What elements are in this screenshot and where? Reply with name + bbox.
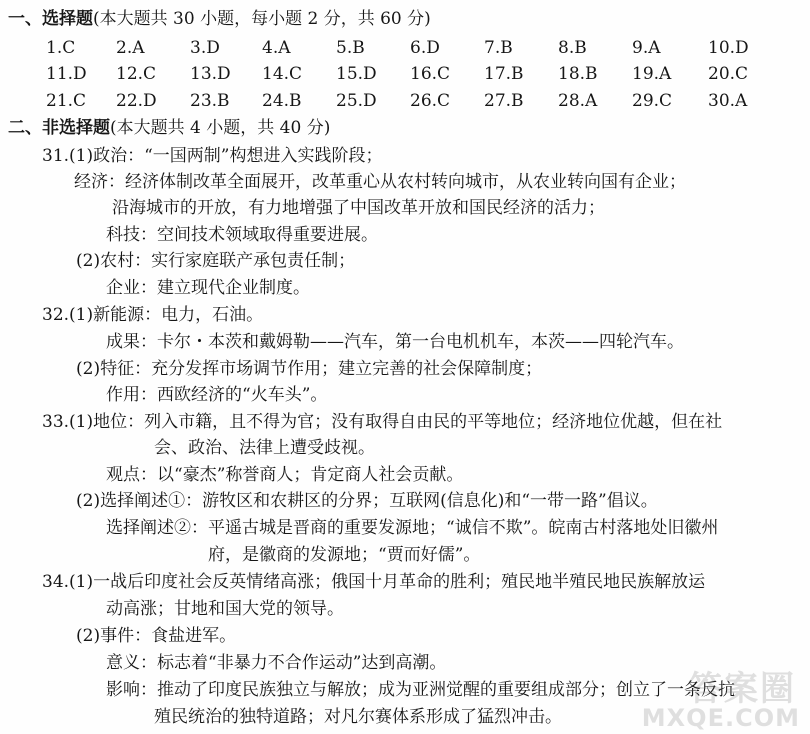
q33-part2-choice2: 选择阐述②：平遥古城是晋商的重要发源地；“诚信不欺”。皖南古村落地处旧徽州 (106, 518, 719, 538)
q34-part1-reasons-cont: 动高涨；甘地和国大党的领导。 (106, 599, 344, 619)
q31-part1-economy: 经济：经济体制改革全面展开，改革重心从农村转向城市，从农业转向国有企业； (74, 172, 686, 192)
answer-item: 5.B (336, 38, 365, 58)
answer-item: 3.D (190, 38, 220, 58)
q34-part2-significance: 意义：标志着“非暴力不合作运动”达到高潮。 (106, 653, 447, 673)
answer-item: 7.B (484, 38, 513, 58)
answer-item: 27.B (484, 91, 524, 111)
q33-part2-choice2-cont: 府，是徽商的发源地；“贾而好儒”。 (208, 545, 481, 565)
answer-item: 10.D (708, 38, 749, 58)
q32-part1-energy: 32.(1)新能源：电力，石油。 (42, 305, 264, 325)
q31-part1-economy-cont: 沿海城市的开放，有力地增强了中国改革开放和国民经济的活力； (112, 198, 605, 218)
q34-part2-influence-cont: 殖民统治的独特道路；对凡尔赛体系形成了猛烈冲击。 (154, 707, 562, 727)
answer-item: 13.D (190, 64, 231, 84)
q33-part1-viewpoint: 观点：以“豪杰”称誉商人；肯定商人社会贡献。 (106, 465, 464, 485)
answer-item: 19.A (632, 64, 672, 84)
q31-part1-tech: 科技：空间技术领域取得重要进展。 (106, 225, 378, 245)
section2-heading (8, 117, 330, 139)
section1-title: 一、选择题 (8, 9, 93, 29)
section1-note: (本大题共 30 小题，每小题 2 分，共 60 分) (93, 9, 431, 29)
answer-item: 14.C (262, 64, 303, 84)
answer-item: 28.A (558, 91, 598, 111)
answer-item: 15.D (336, 64, 377, 84)
answer-item: 17.B (484, 64, 524, 84)
answer-item: 22.D (116, 91, 157, 111)
answer-item: 4.A (262, 38, 291, 58)
answer-item: 20.C (708, 64, 749, 84)
answer-item: 12.C (116, 64, 157, 84)
q33-part1-status-cont: 会、政治、法律上遭受歧视。 (154, 438, 375, 458)
answer-item: 9.A (632, 38, 661, 58)
answer-item: 29.C (632, 91, 673, 111)
watermark-url: MXQE.COM (641, 704, 800, 732)
q32-part2-role: 作用：西欧经济的“火车头”。 (106, 385, 328, 405)
answer-item: 21.C (46, 91, 87, 111)
q33-part1-status: 33.(1)地位：列入市籍，且不得为官；没有取得自由民的平等地位；经济地位优越，但在社 (42, 412, 723, 432)
section1-heading (8, 8, 431, 30)
answer-item: 2.A (116, 38, 145, 58)
answer-item: 11.D (46, 64, 87, 84)
answer-item: 18.B (558, 64, 598, 84)
q32-part2-features: (2)特征：充分发挥市场调节作用；建立完善的社会保障制度； (76, 359, 543, 379)
answer-item: 26.C (410, 91, 451, 111)
answer-item: 25.D (336, 91, 377, 111)
answer-item: 1.C (46, 38, 76, 58)
q34-part2-event: (2)事件：食盐进军。 (76, 626, 237, 646)
answer-item: 30.A (708, 91, 748, 111)
q31-part2-rural: (2)农村：实行家庭联产承包责任制； (76, 251, 356, 271)
q34-part2-influence: 影响：推动了印度民族独立与解放；成为亚洲觉醒的重要组成部分；创立了一条反抗 (106, 680, 735, 700)
q33-part2-choice1: (2)选择阐述①：游牧区和农耕区的分界；互联网(信息化)和“一带一路”倡议。 (76, 491, 658, 511)
q31-part1-politics: 31.(1)政治：“一国两制”构想进入实践阶段； (42, 146, 383, 166)
answer-item: 8.B (558, 38, 587, 58)
answer-item: 24.B (262, 91, 302, 111)
watermark-logo-text: 答案圈 (688, 669, 796, 709)
answer-item: 6.D (410, 38, 440, 58)
q31-part2-enterprise: 企业：建立现代企业制度。 (106, 278, 310, 298)
section2-note: (本大题共 4 小题，共 40 分) (110, 118, 331, 138)
answer-item: 16.C (410, 64, 451, 84)
answer-item: 23.B (190, 91, 230, 111)
q34-part1-reasons: 34.(1)一战后印度社会反英情绪高涨；俄国十月革命的胜利；殖民地半殖民地民族解放运 (42, 572, 706, 592)
section2-title: 二、非选择题 (8, 118, 110, 138)
q32-part1-results: 成果：卡尔・本茨和戴姆勒——汽车，第一台电机机车，本茨——四轮汽车。 (106, 332, 684, 352)
